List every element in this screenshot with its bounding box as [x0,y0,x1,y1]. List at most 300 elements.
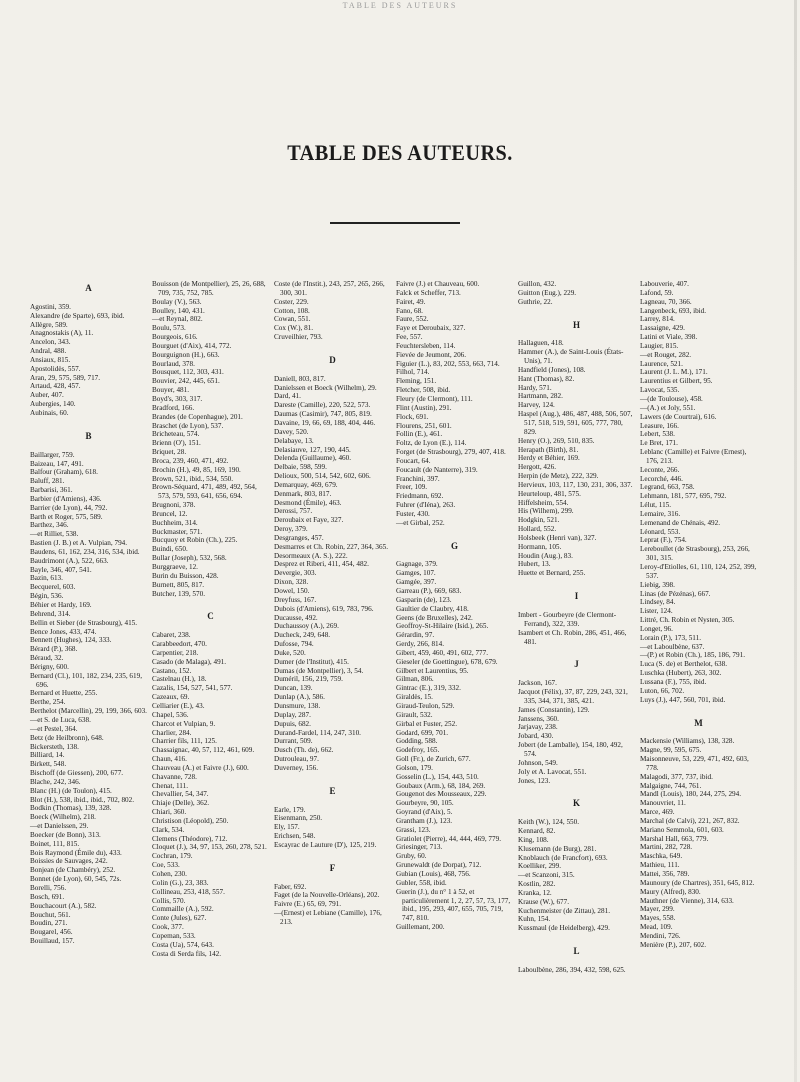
index-entry: Kranka, 12. [518,888,552,897]
index-entry: Auber, 407. [30,391,64,400]
index-entry: Bence Jones, 433, 474. [30,627,97,636]
index-entry: Conte (Jules), 627. [152,914,207,923]
index-entry: Gamgée, 397. [396,578,437,587]
index-entry: Liebig, 398. [640,580,675,589]
index-entry: Blot (H.), 538, ibid., ibid., 702, 802. [30,795,135,804]
index-entry: Faivre (J.) et Chauveau, 600. [396,280,480,288]
index-entry: Chiari, 360. [152,808,187,817]
index-entry: Johnson, 549. [518,758,558,767]
index-entry: Laurent (J. L. M.), 171. [640,368,708,377]
index-entry: Carabbeedort, 470. [152,640,207,649]
index-entry: Castelnau (H.), 18. [152,675,207,684]
index-entry: Figuier (L.), 83, 202, 553, 663, 714. [396,359,500,368]
index-entry: —et Girbal, 252. [396,518,445,527]
index-entry: Davey, 520. [274,427,309,436]
index-entry: Cabaret, 238. [152,631,191,640]
index-entry: Birkett, 548. [30,760,67,769]
index-entry: Boulu, 573. [152,324,186,333]
index-entry: Laurentius et Gilbert, 95. [640,377,713,386]
section-letter: F [329,862,337,873]
index-entry: Dunsmure, 138. [274,701,321,710]
index-entry: Gagnage, 379. [396,560,438,569]
index-entry: Mackensie (Williams), 138, 328. [640,737,735,746]
index-entry: Gamges, 107. [396,569,436,578]
section-letter: H [572,319,581,330]
index-entry: Joly et A. Lavocat, 551. [518,767,587,776]
index-entry: Goubaux (Arm.), 68, 184, 269. [396,781,486,790]
index-column-5 [518,280,636,975]
index-entry: Cochran, 179. [152,852,193,861]
index-entry: Bickersteth, 138. [30,742,79,751]
index-entry: Goyrand (d'Aix), 5. [396,808,453,817]
index-entry: Bricheteau, 574. [152,430,200,439]
index-entry: Lawers (de Courtrai), 616. [640,412,717,421]
index-entry: Bernard et Huette, 255. [30,689,98,698]
index-entry: Lafond, 59. [640,288,674,297]
index-entry: Buindi, 650. [152,545,188,554]
index-entry: Brugnoni, 378. [152,501,196,510]
index-entry: Dumer (de l'Institut), 415. [274,657,349,666]
index-entry: Bouyer, 481. [152,386,190,395]
index-entry: Fleury (de Clermont), 111. [396,394,473,403]
section-letter: A [85,283,93,293]
index-entry: Lebert, 538. [640,430,675,439]
section-letter: D [329,354,337,365]
index-entry: Coster, 229. [274,297,309,306]
index-entry: Guthrie, 22. [518,297,553,306]
index-entry: James (Constantin), 129. [518,705,590,714]
index-entry: Baizeau, 147, 491. [30,459,84,468]
index-entry: Collineau, 253, 418, 557. [152,887,225,896]
section-letter: L [573,946,581,957]
index-entry: Commaille (A.), 592. [152,905,214,914]
index-entry: —(P.) et Robin (Ch.), 185, 186, 791. [640,651,746,660]
index-entry: Cazalis, 154, 527, 541, 577. [152,684,233,693]
index-entry: Brown, 521, ibid., 534, 550. [152,474,234,483]
index-entry: Chavanne, 728. [152,772,197,781]
index-column-2 [152,280,270,958]
index-entry: Ely, 157. [274,823,300,832]
index-entry: Herdy et Béhier, 169. [518,454,580,463]
index-entry: Aubinais, 60. [30,408,69,417]
index-entry: Filhol, 714. [396,368,430,377]
index-entry: Desmarres et Ch. Robin, 227, 364, 365. [274,542,388,551]
index-entry: Bosch, 691. [30,892,65,901]
index-entry: Mendini, 726. [640,931,681,940]
index-entry: Brochin (H.), 49, 85, 169, 190. [152,465,241,474]
index-entry: Guillon, 432. [518,280,557,288]
index-entry: Gerdy, 266, 814. [396,640,445,649]
index-entry: Guitton (Eug.), 229. [518,288,577,297]
index-entry: Isambert et Ch. Robin, 286, 451, 466, 481. [518,628,627,646]
index-entry: Leroy-d'Etiolles, 61, 110, 124, 252, 399, 537. [640,563,757,580]
index-entry: Latini et Viale, 398. [640,333,698,342]
running-head: TABLE DES AUTEURS [342,1,458,10]
index-entry: —et Danielssen, 29. [30,822,89,831]
index-entry: Bayle, 346, 407, 541. [30,565,92,574]
index-entry: Lindsey, 84. [640,598,676,607]
index-entry: Bouchacourt (A.), 582. [30,901,97,910]
index-entry: Henry (O.), 269, 510, 835. [518,436,595,445]
index-entry: —et Rilliet, 538. [30,530,79,539]
index-entry: Dard, 41. [274,392,301,401]
index-entry: Freer, 109. [396,483,428,492]
index-entry: Lagneau, 70, 366. [640,297,692,306]
index-entry: Desgranges, 457. [274,533,324,542]
index-entry: Durand-Fardel, 114, 247, 310. [274,728,361,737]
index-entry: Cloquet (J.), 34, 97, 153, 260, 278, 521. [152,843,267,852]
section-letter: J [574,659,580,670]
index-entry: Menière (P.), 207, 602. [640,940,707,949]
index-entry: Eisenmann, 250. [274,814,323,823]
index-entry: Delasiauve, 127, 190, 445. [274,445,351,454]
index-entry: Leprat (F.), 754. [640,536,687,545]
index-entry: Kuchenmeister (de Zittau), 281. [518,906,611,915]
index-entry: Chassaignac, 40, 57, 112, 461, 609. [152,746,255,755]
index-entry: Duncan, 139. [274,684,313,693]
index-entry: Grunewaldt (de Dorpat), 712. [396,861,482,870]
index-entry: Duplay, 287. [274,710,311,719]
index-entry: —(Ernest) et Lebiane (Camille), 176, 213. [274,909,382,926]
index-entry: Aubergies, 140. [30,400,76,409]
index-entry: Guerin (J.), du n° 1 à 52, et particulièrement 1, 2, 27, 57, 73, 177, ibid., 195, 293, 407, 655, 705, 719, 747, 810. [396,887,511,923]
index-entry: Dowel, 150. [274,587,310,595]
index-entry: Ducausse, 492. [274,613,318,622]
index-entry: Mead, 109. [640,923,673,932]
index-entry: Gosselin (L.), 154, 443, 510. [396,772,479,781]
index-entry: Boecker (de Bonn), 313. [30,830,101,839]
index-entry: Denmark, 803, 817. [274,489,332,498]
index-entry: Koelliker, 299. [518,862,562,871]
index-entry: Alexandre (de Sparte), 693, ibid. [30,311,125,320]
index-entry: Danielssen et Boeck (Wilhelm), 29. [274,383,377,392]
index-entry: Flourens, 251, 601. [396,421,452,430]
index-entry: Gruby, 60. [396,852,427,861]
index-entry: Gieseler (de Goettingue), 678, 679. [396,657,498,666]
index-entry: Butcher, 139, 570. [152,589,206,598]
index-entry: Desmond (Émile), 463. [274,498,342,507]
index-entry: Mariano Semmola, 601, 603. [640,825,724,834]
index-entry: Duverney, 156. [274,763,319,772]
index-entry: Anagnostakis (A), 11. [30,329,94,338]
index-entry: Hiffelsheim, 554. [518,498,569,507]
index-entry: Flock, 691. [396,412,429,421]
index-entry: Leconte, 266. [640,465,680,474]
index-entry: Hallaguen, 418. [518,339,564,348]
index-entry: Larrey, 814. [640,315,675,324]
index-entry: Mandl (Louis), 180, 244, 275, 294. [640,790,742,799]
index-entry: Malagodi, 377, 737, ibid. [640,772,713,781]
index-entry: Cohen, 230. [152,870,187,878]
index-entry: Castano, 152. [152,666,192,675]
section-letter: B [85,430,93,441]
index-entry: Jacquot (Félix), 37, 87, 229, 243, 321, 335, 344, 371, 385, 421. [518,688,628,705]
index-entry: Daniell, 803, 817. [274,374,326,383]
index-entry: Bouillaud, 157. [30,937,75,946]
index-entry: Jobert (de Lamballe), 154, 180, 492, 574. [518,741,623,758]
index-entry: Buckmaster, 571. [152,527,203,536]
index-entry: Béhier et Hardy, 169. [30,601,92,609]
index-entry: Bullar (Joseph), 532, 568. [152,554,227,563]
index-entry: Dutrouleau, 97. [274,755,319,764]
index-entry: Cowan, 551. [274,315,311,324]
index-entry: Lehmann, 181, 577, 695, 792. [640,492,727,501]
index-entry: Foltz, de Lyon (E.), 114. [396,439,467,448]
index-entry: Luton, 66, 702. [640,686,685,695]
index-entry: Braschet (de Lyon), 537. [152,421,224,430]
index-entry: Chauveau (A.) et Faivre (J.), 600. [152,763,249,772]
index-entry: Gourbeyre, 90, 105. [396,799,454,808]
index-entry: Charcot et Vulpian, 9. [152,719,216,728]
section-letter: G [450,540,459,551]
index-entry: Celliarier (E.), 43. [152,701,205,710]
index-entry: Costa di Serda fils, 142. [152,949,222,958]
index-entry: Casado (de Malaga), 491. [152,657,227,666]
index-entry: Bourguet (d'Aix), 414, 772. [152,341,232,350]
index-entry: Lemaire, 316. [640,509,681,518]
index-entry: —et Scanzoni, 315. [518,871,575,880]
index-entry: Boissies de Sauvages, 242. [30,857,108,866]
index-entry: Hant (Thomas), 82. [518,374,575,383]
index-entry: Blanc (H.) (de Toulon), 415. [30,786,112,795]
index-entry: Barrier (de Lyon), 44, 792. [30,503,108,512]
index-column-1 [30,280,148,946]
section-letter: I [574,591,580,602]
section-letter: C [207,611,215,622]
index-entry: Colin (G.), 23, 383. [152,878,209,887]
index-entry: Geens (de Bruxelles), 242. [396,613,473,622]
index-entry: Laugier, 815. [640,341,679,350]
index-entry: Dumas (de Montpellier), 3, 54. [274,666,364,675]
index-entry: Fuster, 430. [396,509,430,518]
index-entry: Jones, 123. [518,776,551,785]
index-entry: Faber, 692. [274,882,307,891]
index-entry: Littré, Ch. Robin et Nysten, 305. [640,616,735,625]
index-entry: Hormann, 105. [518,542,562,551]
index-entry: Copeman, 533. [152,931,196,940]
index-entry: Brienn (O'), 151. [152,439,201,448]
index-entry: Coe, 533. [152,861,180,870]
index-entry: Charrier fils, 111, 125. [152,737,217,746]
index-entry: Deroy, 379. [274,525,308,534]
index-entry: Lister, 124. [640,607,673,616]
index-entry: Linas (de Pézénas), 667. [640,589,711,598]
index-entry: Lassaigne, 429. [640,324,685,333]
index-entry: Lussana (F.), 755, ibid. [640,677,707,686]
index-entry: Deroubaix et Faye, 327. [274,516,344,525]
index-entry: Bourlaud, 378. [152,359,195,368]
index-entry: Andral, 488. [30,347,67,356]
index-entry: Holsbeek (Henri van), 327. [518,533,597,542]
index-entry: Chaun, 416. [152,755,187,764]
index-entry: Chiaje (Delle), 362. [152,799,210,808]
index-entry: Derossi, 757. [274,507,313,516]
index-entry: —et Pestel, 364. [30,724,78,733]
index-entry: Delioux, 500, 514, 542, 602, 606. [274,472,371,481]
index-entry: Maisonneuve, 53, 229, 471, 492, 603, 778. [640,755,749,772]
index-entry: Luys (J.), 447, 560, 701, ibid. [640,695,726,704]
index-entry: Girault, 532. [396,710,433,719]
index-entry: Bouisson (de Montpellier), 25, 26, 688, 709, 735, 752, 785. [152,280,266,297]
index-entry: Broca, 239, 460, 471, 492. [152,456,229,465]
index-entry: Buchheim, 314. [152,518,198,527]
index-entry: Baudens, 61, 162, 234, 316, 534, ibid. [30,547,140,556]
index-entry: Dusch (Th. de), 662. [274,746,334,755]
page-edge-shadow [794,0,797,1082]
index-entry: Desprez et Riberi, 411, 454, 482. [274,560,369,569]
index-entry: Behrend, 314. [30,609,71,618]
index-entry: Dufosse, 794. [274,640,314,649]
index-entry: Dunlap (A.), 586. [274,693,325,702]
page-title: TABLE DES AUTEURS. [287,140,513,165]
index-entry: Cox (W.), 81. [274,324,314,333]
index-entry: —et Laboulbène, 637. [640,642,705,651]
index-entry: Bastien (J. B.) et A. Vulpian, 794. [30,539,128,548]
index-entry: Flint (Austin), 291. [396,403,452,412]
index-entry: Carpentier, 218. [152,648,199,657]
index-entry: Mayes, 558. [640,914,676,923]
index-entry: Mayer, 299. [640,905,675,914]
index-entry: Fievée de Jeumont, 206. [396,350,467,359]
index-entry: Bennett (Hughes), 124, 333. [30,636,112,645]
index-entry: Briquet, 28. [152,448,187,457]
index-entry: Bourguignon (H.), 663. [152,350,220,359]
section-letter: M [694,717,704,728]
index-entry: Gasparin (de), 123. [396,595,452,604]
index-entry: Bourgeois, 616. [152,333,198,342]
index-entry: Barth et Roger, 575, 589. [30,512,103,521]
index-entry: Durrant, 509. [274,737,313,746]
index-entry: Mattei, 356, 789. [640,870,690,878]
index-entry: Erichsen, 548. [274,832,316,841]
index-entry: Heurteloup, 481, 575. [518,489,581,498]
index-entry: Gubian (Louis), 468, 756. [396,870,471,878]
index-entry: Bucquoy et Robin (Ch.), 225. [152,536,238,545]
index-entry: Bérard (P.), 368. [30,645,78,654]
index-entry: Handfield (Jones), 108. [518,365,586,374]
index-entry: Gérardin, 97. [396,631,435,640]
index-entry: Luschka (Hubert), 263, 302. [640,669,722,678]
index-entry: Ducheck, 249, 648. [274,631,331,640]
index-entry: Lecorché, 446. [640,474,683,483]
index-entry: Feuchtersleben, 114. [396,341,456,350]
index-entry: Bischoff (de Giessen), 200, 677. [30,769,124,778]
index-entry: Escayrac de Lauture (D'), 125, 219. [274,840,377,849]
index-entry: Baudrimont (A.), 522, 663. [30,556,109,565]
index-entry: Franchini, 397. [396,474,440,483]
index-entry: Berthe, 254. [30,698,66,707]
index-entry: Klusemann (de Burg), 281. [518,844,597,853]
index-entry: Goll (Fr.), de Zurich, 677. [396,755,471,764]
index-entry: —et Rouget, 282. [640,350,692,359]
index-entry: Herapath (Birth), 81. [518,445,579,454]
index-entry: Aran, 29, 575, 589, 717. [30,373,101,382]
index-entry: Bonnet (de Lyon), 60, 545, 72s. [30,875,122,884]
index-entry: Betz (de Heilbronn), 648. [30,733,104,742]
index-entry: Baillarger, 759. [30,450,75,459]
index-entry: Bernard (Cl.), 101, 182, 234, 235, 619, 696. [30,671,142,689]
index-entry: Billiard, 14. [30,751,65,760]
index-entry: Brown-Séquard, 471, 489, 492, 564, 573, 579, 593, 641, 656, 694. [152,483,257,501]
index-entry: Demarquay, 469, 679. [274,480,338,489]
index-entry: Godding, 588. [396,737,438,746]
index-entry: Janssens, 360. [518,714,559,723]
section-letter: K [572,798,581,809]
index-entry: Bodkin (Thomas), 139, 328. [30,804,112,813]
index-entry: Coste (de l'Instit.), 243, 257, 265, 266, 300, 301. [274,280,385,297]
index-entry: Gilman, 806. [396,675,434,684]
index-entry: Girbal et Fuster, 252. [396,719,457,728]
index-entry: Bois Raymond (Émile du), 433. [30,848,122,857]
index-column-3 [274,280,392,927]
index-entry: Becquerel, 603. [30,583,76,592]
index-entry: Apostolidès, 557. [30,364,81,373]
index-entry: Delabaye, 13. [274,436,314,445]
index-entry: Faivre (E.) 65, 69, 791. [274,900,342,909]
index-entry: Burggraeve, 12. [152,563,198,571]
index-entry: Fano, 68. [396,306,423,315]
index-entry: Léonard, 553. [640,527,681,536]
index-entry: Gibert, 459, 460, 491, 602, 777. [396,648,489,657]
index-entry: Faure, 552. [396,315,429,324]
index-entry: Fletcher, 508, ibid. [396,386,451,395]
index-entry: Burnett, 805, 817. [152,580,205,589]
index-entry: Jarjavay, 238. [518,723,558,732]
index-entry: Blache, 242, 346. [30,777,81,786]
index-entry: Lélut, 115. [640,501,672,510]
index-entry: —(de Toulouse), 458. [640,394,703,403]
index-entry: Bouchut, 561. [30,910,71,919]
index-entry: Cotton, 108. [274,306,310,315]
index-entry: Boyd's, 303, 317. [152,394,203,403]
index-entry: Kuhn, 154. [518,915,551,924]
index-entry: Chenat, 111. [152,781,188,790]
index-entry: Boeck (Wilhelm), 218. [30,813,96,822]
title-divider [330,222,460,224]
index-entry: Knoblauch (de Francfort), 693. [518,853,608,862]
index-entry: Chapel, 536. [152,710,189,719]
index-entry: Daumas (Casimir), 747, 805, 819. [274,410,372,419]
index-entry: Davaine, 19, 66, 69, 188, 404, 446. [274,418,376,427]
index-entry: Luca (S. de) et Berthelot, 638. [640,660,728,669]
index-entry: Boudin, 271. [30,919,68,928]
index-entry: Hervieux, 103, 117, 130, 231, 306, 337. [518,480,633,489]
index-entry: Dixon, 328. [274,578,309,587]
index-entry: Haspel (Aug.), 486, 487, 488, 506, 507, 517, 518, 519, 591, 605, 777, 780, 829. [518,410,633,436]
index-entry: Gilbert et Laurentius, 95. [396,666,469,675]
index-entry: Falck et Scheffer, 713. [396,288,461,297]
index-entry: Ansiaux, 815. [30,355,71,364]
index-entry: Griesinger, 713. [396,843,443,852]
index-entry: Laurence, 521. [640,359,683,368]
index-entry: Boulley, 140, 431. [152,306,205,315]
index-entry: Hollard, 552. [518,525,557,534]
index-entry: Delbaie, 598, 599. [274,463,327,472]
index-entry: Imbert - Gourbeyre (de Clermont-Ferrand), 322, 339. [518,611,617,628]
index-entry: Christison (Léopold), 250. [152,816,229,825]
index-entry: Hodgkin, 521. [518,516,560,525]
index-entry: Magne, 99, 595, 675. [640,746,702,755]
index-entry: Mathieu, 111. [640,861,680,870]
index-entry: Martini, 282, 728. [640,843,693,852]
index-entry: Keith (W.), 124, 550. [518,818,580,827]
index-entry: Faye et Deroubaix, 327. [396,324,466,333]
index-entry: —et S. de Luca, 638. [30,715,91,724]
index-entry: Clemens (Théodore), 712. [152,834,228,843]
index-entry: Jackson, 167. [518,679,557,688]
index-entry: Gintrac (E.), 319, 332. [396,684,461,693]
index-entry: Manouvriet, 11. [640,799,686,808]
